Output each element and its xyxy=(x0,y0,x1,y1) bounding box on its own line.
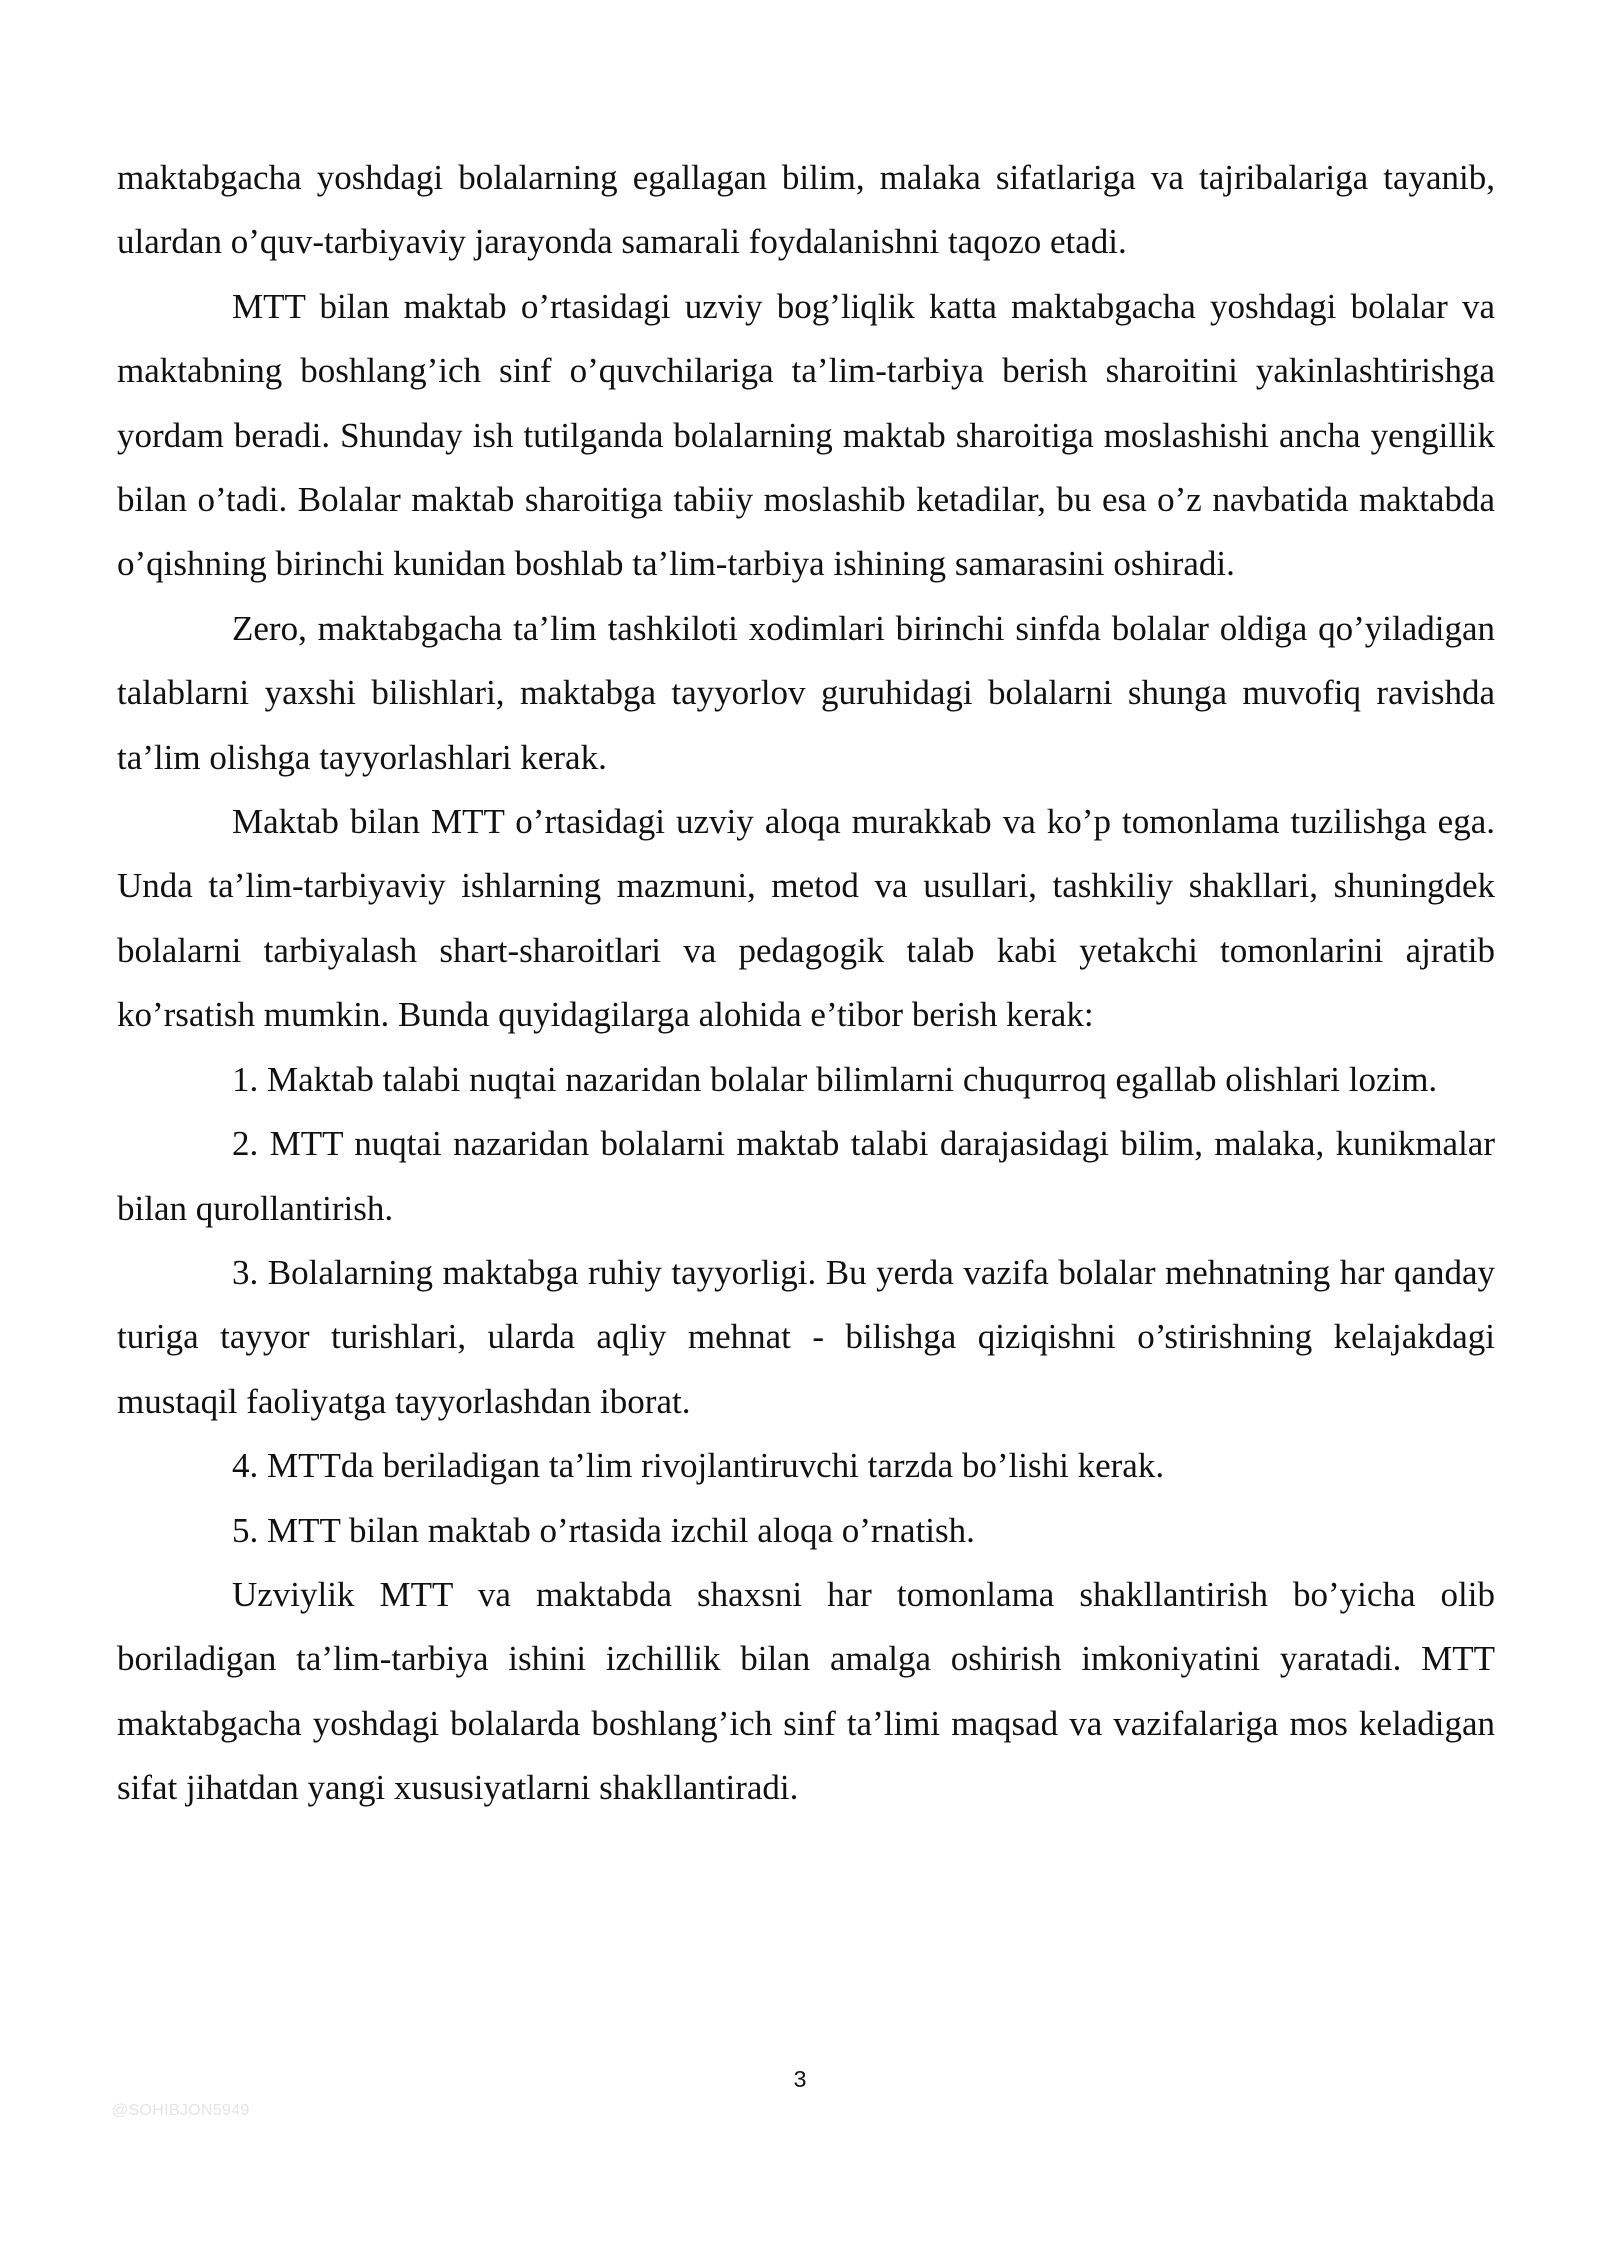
paragraph: MTT bilan maktab o’rtasidagi uzviy bog’liqlik katta maktabgacha yoshdagi bolalar va maktabning boshlang’ich sinf o’quvchilariga ta’lim-tarbiya berish sharoitini yakinlashtirishga yordam beradi. Shunday ish tutilganda bolalarning maktab sharoitiga moslashishi ancha yengillik bilan o’tadi. Bolalar maktab sharoitiga tabiiy moslashib ketadilar, bu esa o’z navbatida maktabda o’qishning birinchi kunidan boshlab ta’lim-tarbiya ishining samarasini oshiradi. xyxy=(117,286,1495,584)
page-number: 3 xyxy=(793,2066,807,2092)
watermark: @SOHIBJON5949 xyxy=(112,2102,250,2119)
list-item: 2. MTT nuqtai nazaridan bolalarni maktab talabi darajasidagi bilim, malaka, kunikmalar bilan qurollantirish. xyxy=(117,1124,1495,1228)
list-item: 5. MTT bilan maktab o’rtasida izchil aloqa o’rnatish. xyxy=(232,1510,975,1550)
list-item: 4. MTTda beriladigan ta’lim rivojlantiruvchi tarzda bo’lishi kerak. xyxy=(232,1446,1165,1486)
list-item: 3. Bolalarning maktabga ruhiy tayyorligi. Bu yerda vazifa bolalar mehnatning har qanday turiga tayyor turishlari, ularda aqliy mehnat - bilishga qiziqishni o’stirishning kelajakdagi mustaqil faoliyatga tayyorlashdan iborat. xyxy=(117,1252,1495,1421)
paragraph: maktabgacha yoshdagi bolalarning egallagan bilim, malaka sifatlariga va tajribalariga tayanib, ulardan o’quv-tarbiyaviy jarayonda samarali foydalanishni taqozo etadi. xyxy=(117,158,1495,262)
list-item: 1. Maktab talabi nuqtai nazaridan bolalar bilimlarni chuqurroq egallab olishlari lozim. xyxy=(232,1059,1438,1099)
paragraph: Zero, maktabgacha ta’lim tashkiloti xodimlari birinchi sinfda bolalar oldiga qo’yiladigan talablarni yaxshi bilishlari, maktabga tayyorlov guruhidagi bolalarni shunga muvofiq ravishda ta’lim olishga tayyorlashlari kerak. xyxy=(117,608,1495,777)
paragraph: Uzviylik MTT va maktabda shaxsni har tomonlama shakllantirish bo’yicha olib boriladigan ta’lim-tarbiya ishini izchillik bilan amalga oshirish imkoniyatini yaratadi. MTT maktabgacha yoshdagi bolalarda boshlang’ich sinf ta’limi maqsad va vazifalariga mos keladigan sifat jihatdan yangi xususiyatlarni shakllantiradi. xyxy=(117,1574,1495,1808)
document-body xyxy=(117,146,1495,1821)
paragraph: Maktab bilan MTT o’rtasidagi uzviy aloqa murakkab va ko’p tomonlama tuzilishga ega. Unda ta’lim-tarbiyaviy ishlarning mazmuni, metod va usullari, tashkiliy shakllari, shuningdek bolalarni tarbiyalash shart-sharoitlari va pedagogik talab kabi yetakchi tomonlarini ajratib ko’rsatish mumkin. Bunda quyidagilarga alohida e’tibor berish kerak: xyxy=(117,802,1495,1035)
